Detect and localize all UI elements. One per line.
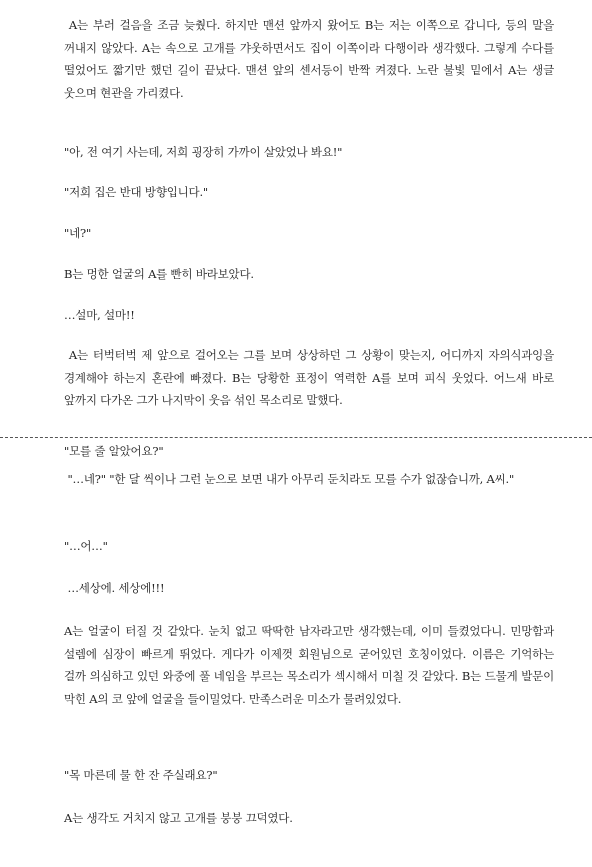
paragraph-narration: A는 부러 걸음을 조금 늦췄다. 하지만 맨션 앞까지 왔어도 B는 저는 이쪽으로 갑니다, 등의 말을 꺼내지 않았다. A는 속으로 고개를 갸웃하면서도 집이 이쪽이라 다행이라 생각했다. 그렇게 수다를 떨었어도 짧기만 했던 길이 끝났다. 맨션 앞의 센서등이 반짝 켜졌다. 노란 불빛 밑에서 A는 생글 웃으며 현관을 가리켰다. bbox=[64, 18, 554, 100]
paragraph-dialogue: "목 마른데 물 한 잔 주실래요?" bbox=[64, 768, 218, 782]
paragraph-narration: A는 터벅터벅 제 앞으로 걸어오는 그를 보며 상상하던 그 상황이 맞는지, 어디까지 자의식과잉을 경계해야 하는지 혼란에 빠졌다. B는 당황한 표정이 역력한 A를 보며 피식 웃었다. 어느새 바로 앞까지 다가온 그가 나지막이 웃음 섞인 목소리로 말했다. bbox=[64, 348, 554, 407]
paragraph-dialogue: "아, 전 여기 사는데, 저희 굉장히 가까이 살았었나 봐요!" bbox=[64, 145, 343, 159]
paragraph-narration: A는 얼굴이 터질 것 같았다. 눈치 없고 딱딱한 남자라고만 생각했는데, 이미 들켰었다니. 민망함과 설렘에 심장이 빠르게 뛰었다. 게다가 이제껏 회원님으로 굳어있던 호칭이었다. 이름은 기억하는 걸까 의심하고 있던 와중에 풀 네임을 부르는 목소리가 섹시해서 미칠 것 같았다. B는 드물게 발문이 막힌 A의 코 앞에 얼굴을 들이밀었다. 만족스러운 미소가 물려있었다. bbox=[64, 624, 554, 706]
paragraph-dialogue: "…네?" "한 달 씩이나 그런 눈으로 보면 내가 아무리 둔치라도 모를 수가 없잖습니까, A씨." bbox=[64, 472, 515, 486]
paragraph-monologue: …세상에. 세상에!!! bbox=[64, 581, 165, 595]
paragraph-narration: A는 생각도 거치지 않고 고개를 붕붕 끄덕였다. bbox=[64, 811, 293, 825]
paragraph-narration: B는 멍한 얼굴의 A를 빤히 바라보았다. bbox=[64, 267, 254, 281]
page-break-divider bbox=[0, 437, 592, 438]
paragraph-dialogue: "모를 줄 알았어요?" bbox=[64, 444, 164, 458]
paragraph-dialogue: "저희 집은 반대 방향입니다." bbox=[64, 185, 208, 199]
paragraph-monologue: …설마, 설마!! bbox=[64, 308, 135, 322]
paragraph-dialogue: "네?" bbox=[64, 226, 92, 240]
paragraph-dialogue: "…어…" bbox=[64, 539, 108, 553]
page-bottom bbox=[0, 441, 592, 867]
